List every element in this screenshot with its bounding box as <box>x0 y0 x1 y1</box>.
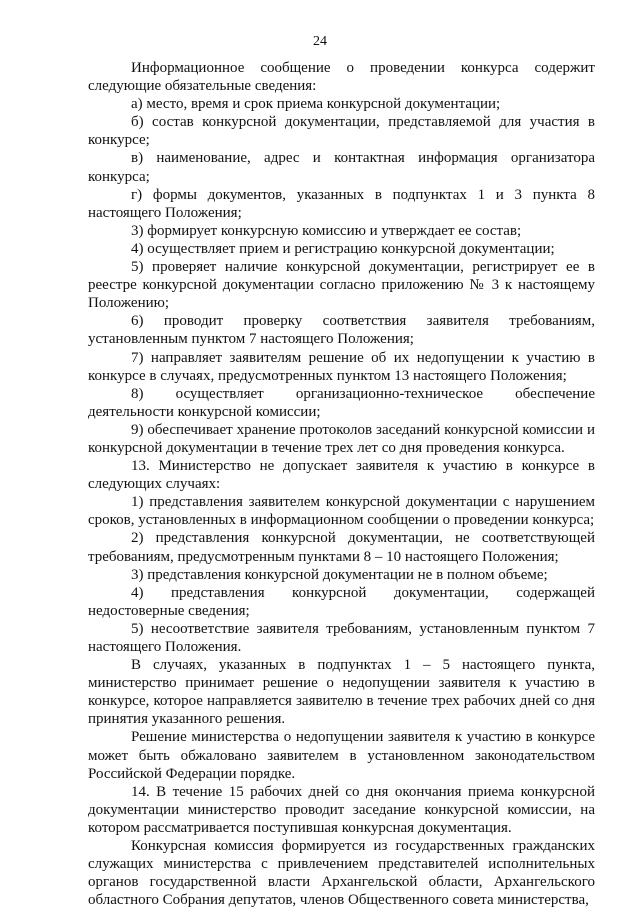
paragraph-intro: Информационное сообщение о проведении конкурса содержит следующие обязательные сведения: <box>88 60 595 95</box>
paragraph-item-g: г) формы документов, указанных в подпунктах 1 и 3 пункта 8 настоящего Положения; <box>88 186 595 221</box>
paragraph-item-8: 8) осуществляет организационно-техническое обеспечение деятельности конкурсной комиссии; <box>88 385 595 420</box>
paragraph-case-2: 2) представления конкурсной документации, не соответствующей требованиям, предусмотренным пунктами 8 – 10 настоящего Положения; <box>88 530 595 565</box>
paragraph-case-4: 4) представления конкурсной документации, содержащей недостоверные сведения; <box>88 584 595 619</box>
page-number: 24 <box>313 34 327 49</box>
paragraph-item-5: 5) проверяет наличие конкурсной документации, регистрирует ее в реестре конкурсной документации согласно приложению № 3 к настоящему Положению; <box>88 259 595 312</box>
paragraph-item-9: 9) обеспечивает хранение протоколов заседаний конкурсной комиссии и конкурсной документации в течение трех лет со дня проведения конкурса. <box>88 421 595 456</box>
paragraph-item-7: 7) направляет заявителям решение об их недопущении к участию в конкурсе в случаях, предусмотренных пунктом 13 настоящего Положения; <box>88 349 595 384</box>
paragraph-item-6: 6) проводит проверку соответствия заявителя требованиям, установленным пунктом 7 настоящего Положения; <box>88 313 595 348</box>
paragraph-commission: Конкурсная комиссия формируется из государственных гражданских служащих министерства с привлечением представителей исполнительных органов государственной власти Архангельской области, Архангельского областного Собрания депутатов, членов Общественного совета министерства, <box>88 838 595 909</box>
paragraph-item-v: в) наименование, адрес и контактная информация организатора конкурса; <box>88 150 595 185</box>
document-body <box>88 59 595 909</box>
paragraph-item-a: а) место, время и срок приема конкурсной документации; <box>131 96 501 113</box>
paragraph-case-5: 5) несоответствие заявителя требованиям, установленным пунктом 7 настоящего Положения. <box>88 620 595 655</box>
paragraph-item-4: 4) осуществляет прием и регистрацию конкурсной документации; <box>131 240 555 257</box>
paragraph-case-3: 3) представления конкурсной документации не в полном объеме; <box>131 566 548 583</box>
paragraph-clause-13: 13. Министерство не допускает заявителя к участию в конкурсе в следующих случаях: <box>88 458 595 493</box>
paragraph-appeal: Решение министерства о недопущении заявителя к участию в конкурсе может быть обжаловано заявителем в установленном законодательством Российской Федерации порядке. <box>88 729 595 782</box>
paragraph-case-1: 1) представления заявителем конкурсной документации с нарушением сроков, установленных в информационном сообщении о проведении конкурса; <box>88 494 595 529</box>
paragraph-decision: В случаях, указанных в подпунктах 1 – 5 настоящего пункта, министерство принимает решение о недопущении заявителя к участию в конкурсе, которое направляется заявителю в течение трех рабочих дней со дня принятия указанного решения. <box>88 657 595 728</box>
paragraph-item-3: 3) формирует конкурсную комиссию и утверждает ее состав; <box>131 222 522 239</box>
paragraph-clause-14: 14. В течение 15 рабочих дней со дня окончания приема конкурсной документации министерство проводит заседание конкурсной комиссии, на котором рассматривается поступившая конкурсная документация. <box>88 783 595 836</box>
paragraph-item-b: б) состав конкурсной документации, представляемой для участия в конкурсе; <box>88 114 595 149</box>
